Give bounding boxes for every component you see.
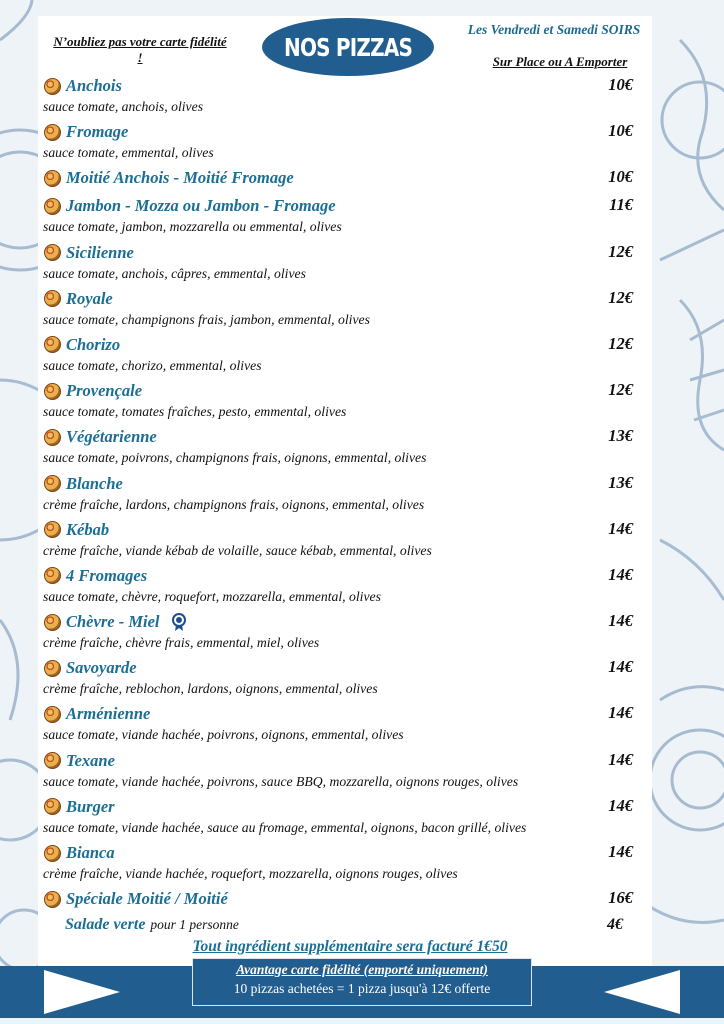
pizza-description: sauce tomate, champignons frais, jambon, emmental, olives <box>43 311 370 327</box>
pizza-price: 12€ <box>608 287 633 307</box>
pizza-description: sauce tomate, chorizo, emmental, olives <box>43 357 262 373</box>
pizza-name: Kébab <box>66 519 110 539</box>
menu-title: NOS PIZZAS <box>283 32 413 62</box>
pizza-icon <box>44 706 61 723</box>
pizza-price: 13€ <box>608 472 633 492</box>
loyalty-reminder: N’oubliez pas votre carte fidélité ! <box>53 34 227 65</box>
pizza-name: Texane <box>66 750 115 770</box>
pizza-item <box>43 887 643 915</box>
pizza-name: 4 Fromages <box>66 565 148 585</box>
pizza-name: Blanche <box>66 473 123 493</box>
pizza-icon <box>44 752 61 769</box>
pizza-name: Spéciale Moitié / Moitié <box>66 889 228 909</box>
pizza-description: crème fraîche, viande kébab de volaille, sauce kébab, emmental, olives <box>43 542 432 558</box>
pizza-price: 14€ <box>608 518 633 538</box>
pizza-price: 10€ <box>608 75 633 94</box>
pizza-item <box>43 194 643 240</box>
pizza-icon <box>44 290 61 307</box>
pizza-item <box>43 379 643 425</box>
salad-name: Salade verte <box>65 916 146 933</box>
pizza-price: 14€ <box>608 842 633 861</box>
pizza-description: sauce tomate, tomates fraîches, pesto, emmental, olives <box>43 404 347 420</box>
menu-title-badge <box>262 18 434 76</box>
pizza-name: Anchois <box>66 76 122 95</box>
pizza-item <box>43 702 643 748</box>
pizza-description: sauce tomate, poivrons, champignons frais, oignons, emmental, olives <box>43 450 427 466</box>
pizza-icon <box>44 198 61 215</box>
salad-item <box>65 916 635 934</box>
pizza-name: Chorizo <box>66 334 121 354</box>
pizza-item <box>43 518 643 564</box>
pizza-icon <box>44 521 61 538</box>
pizza-icon <box>44 614 61 631</box>
loyalty-offer-box <box>192 958 532 1006</box>
pizza-icon <box>44 567 61 584</box>
pizza-description: sauce tomate, anchois, olives <box>43 99 204 114</box>
pizza-item <box>43 749 643 795</box>
pizza-icon <box>44 124 61 141</box>
pizza-name: Arménienne <box>66 704 151 724</box>
pizza-item <box>43 564 643 610</box>
pizza-name: Végétarienne <box>66 427 157 447</box>
pizza-icon <box>44 383 61 400</box>
pizza-icon <box>44 891 61 908</box>
pizza-description: sauce tomate, chèvre, roquefort, mozzarella, emmental, olives <box>43 588 381 604</box>
pizza-name: Bianca <box>66 843 115 862</box>
pizza-name: Provençale <box>66 381 143 401</box>
pizza-price: 12€ <box>608 241 633 261</box>
pizza-icon <box>44 244 61 261</box>
pizza-price: 12€ <box>608 380 633 400</box>
pizza-price: 14€ <box>608 564 633 584</box>
pizza-description: sauce tomate, anchois, câpres, emmental, olives <box>43 265 306 281</box>
pizza-name: Fromage <box>66 122 129 142</box>
pizza-list <box>43 74 643 915</box>
pizza-item <box>43 795 643 841</box>
pizza-price: 14€ <box>608 657 633 677</box>
pizza-price: 10€ <box>608 121 633 141</box>
pizza-price: 14€ <box>608 749 633 769</box>
pizza-price: 14€ <box>608 611 633 631</box>
pizza-description: crème fraîche, lardons, champignons frais, oignons, emmental, olives <box>43 496 425 512</box>
pizza-icon <box>44 78 61 95</box>
pizza-item <box>43 74 643 120</box>
pizza-item <box>43 241 643 287</box>
pizza-icon <box>44 475 61 492</box>
pizza-icon <box>44 336 61 353</box>
pizza-price: 12€ <box>608 333 633 353</box>
pizza-description: sauce tomate, viande hachée, poivrons, oignons, emmental, olives <box>43 727 404 743</box>
pizza-item <box>43 425 643 471</box>
pizza-item <box>43 166 643 194</box>
pizza-item <box>43 656 643 702</box>
pizza-description: sauce tomate, viande hachée, sauce au fromage, emmental, oignons, bacon grillé, olives <box>43 819 527 835</box>
pizza-name: Sicilienne <box>66 242 134 262</box>
award-badge-icon <box>171 613 187 631</box>
loyalty-offer-title: Avantage carte fidélité (emporté uniquement) <box>236 962 488 977</box>
pizza-price: 16€ <box>608 888 633 908</box>
pizza-name: Royale <box>66 288 113 308</box>
pizza-icon <box>44 429 61 446</box>
pizza-item <box>43 841 643 887</box>
loyalty-offer-text: 10 pizzas achetées = 1 pizza jusqu'à 12€ offerte <box>233 981 491 996</box>
salad-note: pour 1 personne <box>150 917 239 932</box>
pizza-item <box>43 472 643 518</box>
pizza-description: crème fraîche, viande hachée, roquefort, mozzarella, oignons rouges, olives <box>43 866 458 881</box>
opening-days: Les Vendredi et Samedi SOIRS <box>467 22 641 37</box>
pizza-description: sauce tomate, viande hachée, poivrons, sauce BBQ, mozzarella, oignons rouges, olives <box>43 773 519 789</box>
pizza-item <box>43 610 643 656</box>
pizza-icon <box>44 845 61 862</box>
pizza-description: sauce tomate, jambon, mozzarella ou emmental, olives <box>43 219 342 235</box>
pizza-price: 11€ <box>609 195 633 215</box>
pizza-icon <box>44 798 61 815</box>
extra-ingredient-note: Tout ingrédient supplémentaire sera facturé 1€50 <box>192 938 508 955</box>
pizza-icon <box>44 170 61 187</box>
pizza-name: Burger <box>66 796 115 816</box>
pizza-item <box>43 333 643 379</box>
pizza-name: Savoyarde <box>66 658 137 678</box>
service-mode: Sur Place ou A Emporter <box>492 54 628 69</box>
pizza-name: Moitié Anchois - Moitié Fromage <box>66 168 294 188</box>
pizza-description: crème fraîche, chèvre frais, emmental, miel, olives <box>43 635 320 651</box>
pizza-description: crème fraîche, reblochon, lardons, oignons, emmental, olives <box>43 681 378 697</box>
pizza-item <box>43 287 643 333</box>
pizza-name: Chèvre - Miel <box>66 612 160 632</box>
pizza-price: 14€ <box>608 703 633 723</box>
pizza-price: 10€ <box>608 167 633 187</box>
pizza-price: 13€ <box>608 426 633 446</box>
pizza-name: Jambon - Mozza ou Jambon - Fromage <box>66 196 336 216</box>
pizza-icon <box>44 660 61 677</box>
salad-price: 4€ <box>607 916 623 933</box>
pizza-description: sauce tomate, emmental, olives <box>43 145 214 161</box>
pizza-price: 14€ <box>608 795 633 815</box>
pizza-item <box>43 120 643 166</box>
